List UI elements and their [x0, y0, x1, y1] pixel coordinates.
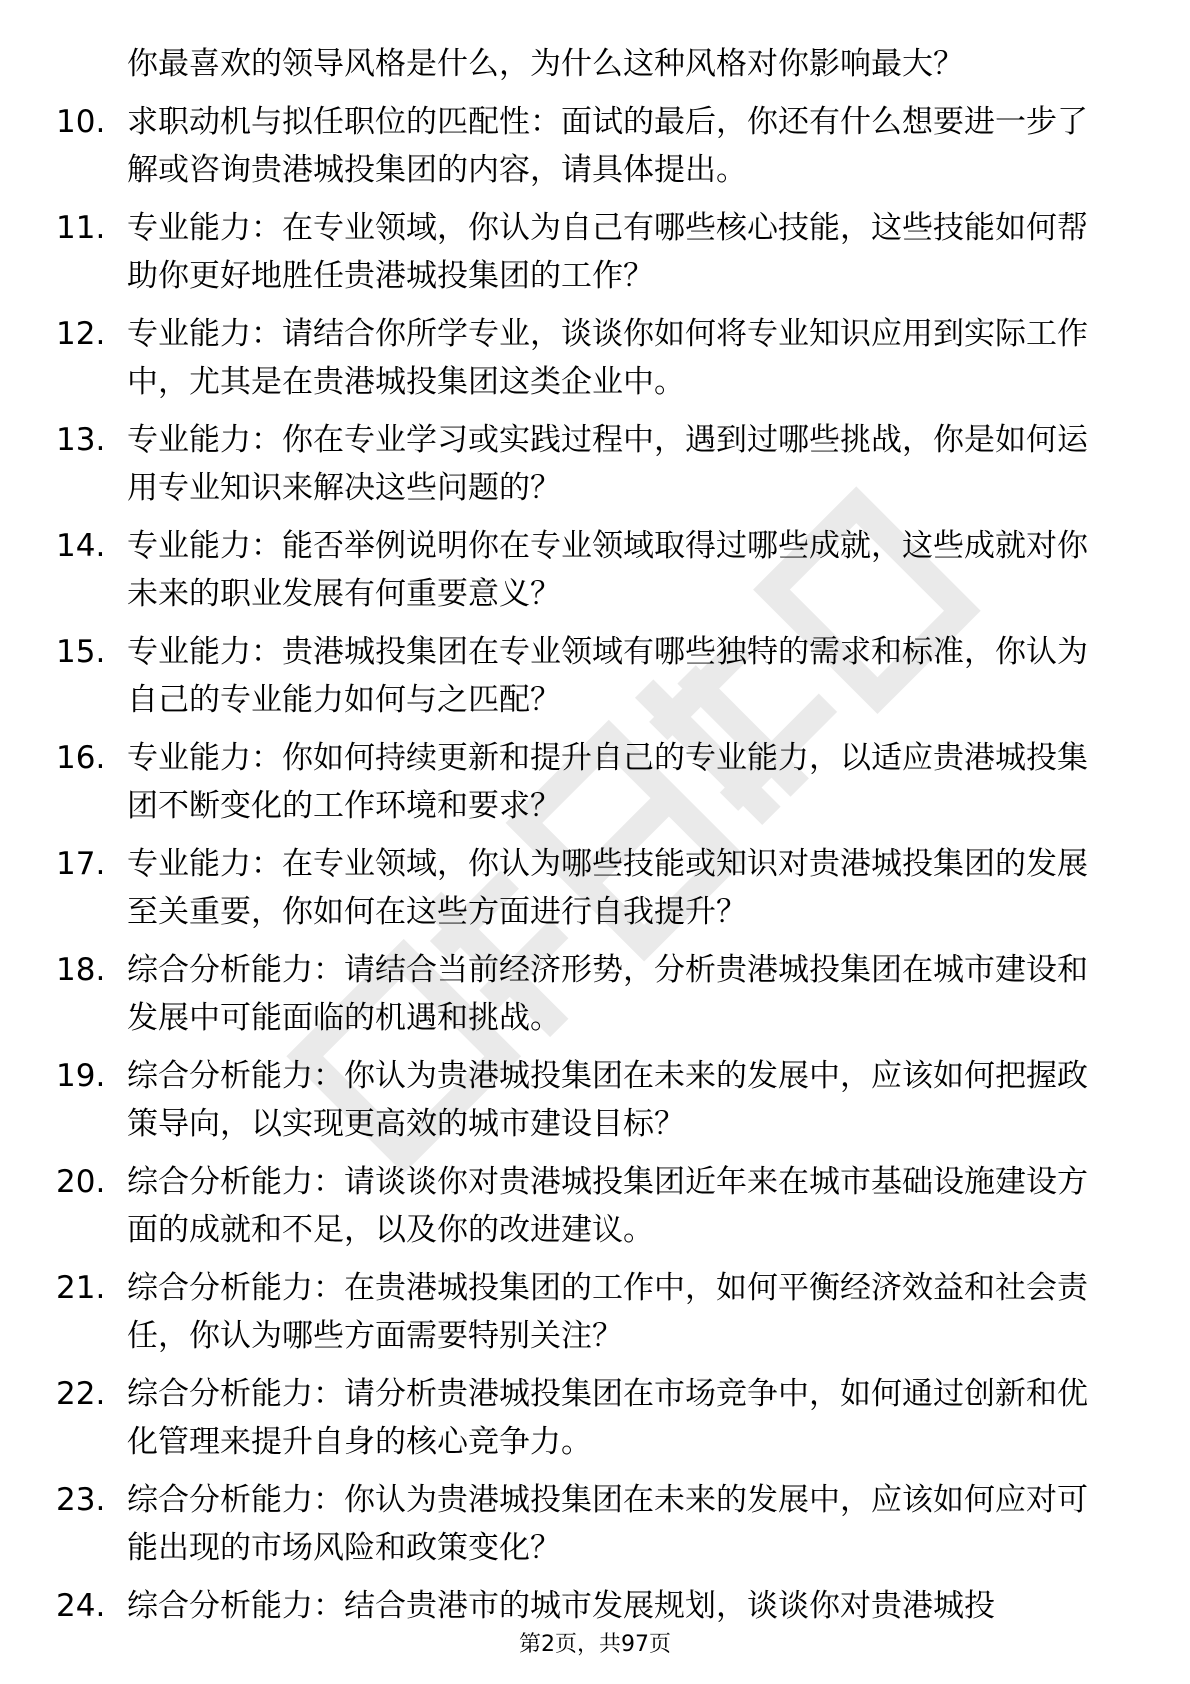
question-number: 16. — [56, 740, 106, 776]
question-text: 综合分析能力：你认为贵港城投集团在未来的发展中，应该如何应对可能出现的市场风险和政策变化？ — [127, 1482, 1088, 1566]
question-number: 17. — [56, 846, 106, 882]
question-text: 综合分析能力：在贵港城投集团的工作中，如何平衡经济效益和社会责任，你认为哪些方面需要特别关注？ — [127, 1270, 1088, 1354]
question-number: 12. — [56, 316, 106, 352]
list-item — [56, 1476, 1106, 1572]
question-number: 18. — [56, 952, 106, 988]
question-number: 21. — [56, 1270, 106, 1306]
list-item — [56, 628, 1106, 724]
list-item — [56, 1158, 1106, 1254]
list-item — [56, 1582, 1106, 1630]
question-number: 22. — [56, 1376, 106, 1412]
question-text: 综合分析能力：请谈谈你对贵港城投集团近年来在城市基础设施建设方面的成就和不足，以及你的改进建议。 — [127, 1164, 1088, 1248]
question-number: 19. — [56, 1058, 106, 1094]
list-item — [56, 1052, 1106, 1148]
list-item — [56, 1370, 1106, 1466]
page-footer: 第2页，共97页 — [519, 1632, 671, 1657]
question-text: 专业能力：在专业领域，你认为自己有哪些核心技能，这些技能如何帮助你更好地胜任贵港城投集团的工作？ — [127, 210, 1088, 294]
question-text: 专业能力：请结合你所学专业，谈谈你如何将专业知识应用到实际工作中，尤其是在贵港城投集团这类企业中。 — [127, 316, 1088, 400]
question-number: 14. — [56, 528, 106, 564]
list-item — [56, 946, 1106, 1042]
question-text: 求职动机与拟任职位的匹配性：面试的最后，你还有什么想要进一步了解或咨询贵港城投集团的内容，请具体提出。 — [127, 104, 1088, 188]
question-text: 专业能力：你在专业学习或实践过程中，遇到过哪些挑战，你是如何运用专业知识来解决这些问题的？ — [127, 422, 1088, 506]
question-text: 综合分析能力：请结合当前经济形势，分析贵港城投集团在城市建设和发展中可能面临的机遇和挑战。 — [127, 952, 1088, 1036]
question-number: 10. — [56, 104, 106, 140]
question-list — [56, 40, 1106, 1630]
list-item — [56, 416, 1106, 512]
question-number: 13. — [56, 422, 106, 458]
question-number: 11. — [56, 210, 106, 246]
question-number: 24. — [56, 1588, 106, 1624]
list-item — [56, 840, 1106, 936]
list-item — [56, 522, 1106, 618]
question-text: 专业能力：贵港城投集团在专业领域有哪些独特的需求和标准，你认为自己的专业能力如何与之匹配？ — [127, 634, 1088, 718]
question-text: 专业能力：你如何持续更新和提升自己的专业能力，以适应贵港城投集团不断变化的工作环境和要求？ — [127, 740, 1088, 824]
question-number: 20. — [56, 1164, 106, 1200]
list-item — [56, 734, 1106, 830]
question-text: 专业能力：能否举例说明你在专业领域取得过哪些成就，这些成就对你未来的职业发展有何重要意义？ — [127, 528, 1088, 612]
list-item — [56, 204, 1106, 300]
question-text: 综合分析能力：请分析贵港城投集团在市场竞争中，如何通过创新和优化管理来提升自身的核心竞争力。 — [127, 1376, 1088, 1460]
continued-question-text: 你最喜欢的领导风格是什么，为什么这种风格对你影响最大？ — [127, 46, 964, 82]
question-text: 综合分析能力：结合贵港市的城市发展规划，谈谈你对贵港城投 — [127, 1588, 995, 1624]
question-text: 综合分析能力：你认为贵港城投集团在未来的发展中，应该如何把握政策导向，以实现更高效的城市建设目标？ — [127, 1058, 1088, 1142]
list-item — [56, 1264, 1106, 1360]
list-item — [56, 310, 1106, 406]
question-text: 专业能力：在专业领域，你认为哪些技能或知识对贵港城投集团的发展至关重要，你如何在这些方面进行自我提升？ — [127, 846, 1088, 930]
question-number: 15. — [56, 634, 106, 670]
question-number: 23. — [56, 1482, 106, 1518]
list-item — [56, 98, 1106, 194]
